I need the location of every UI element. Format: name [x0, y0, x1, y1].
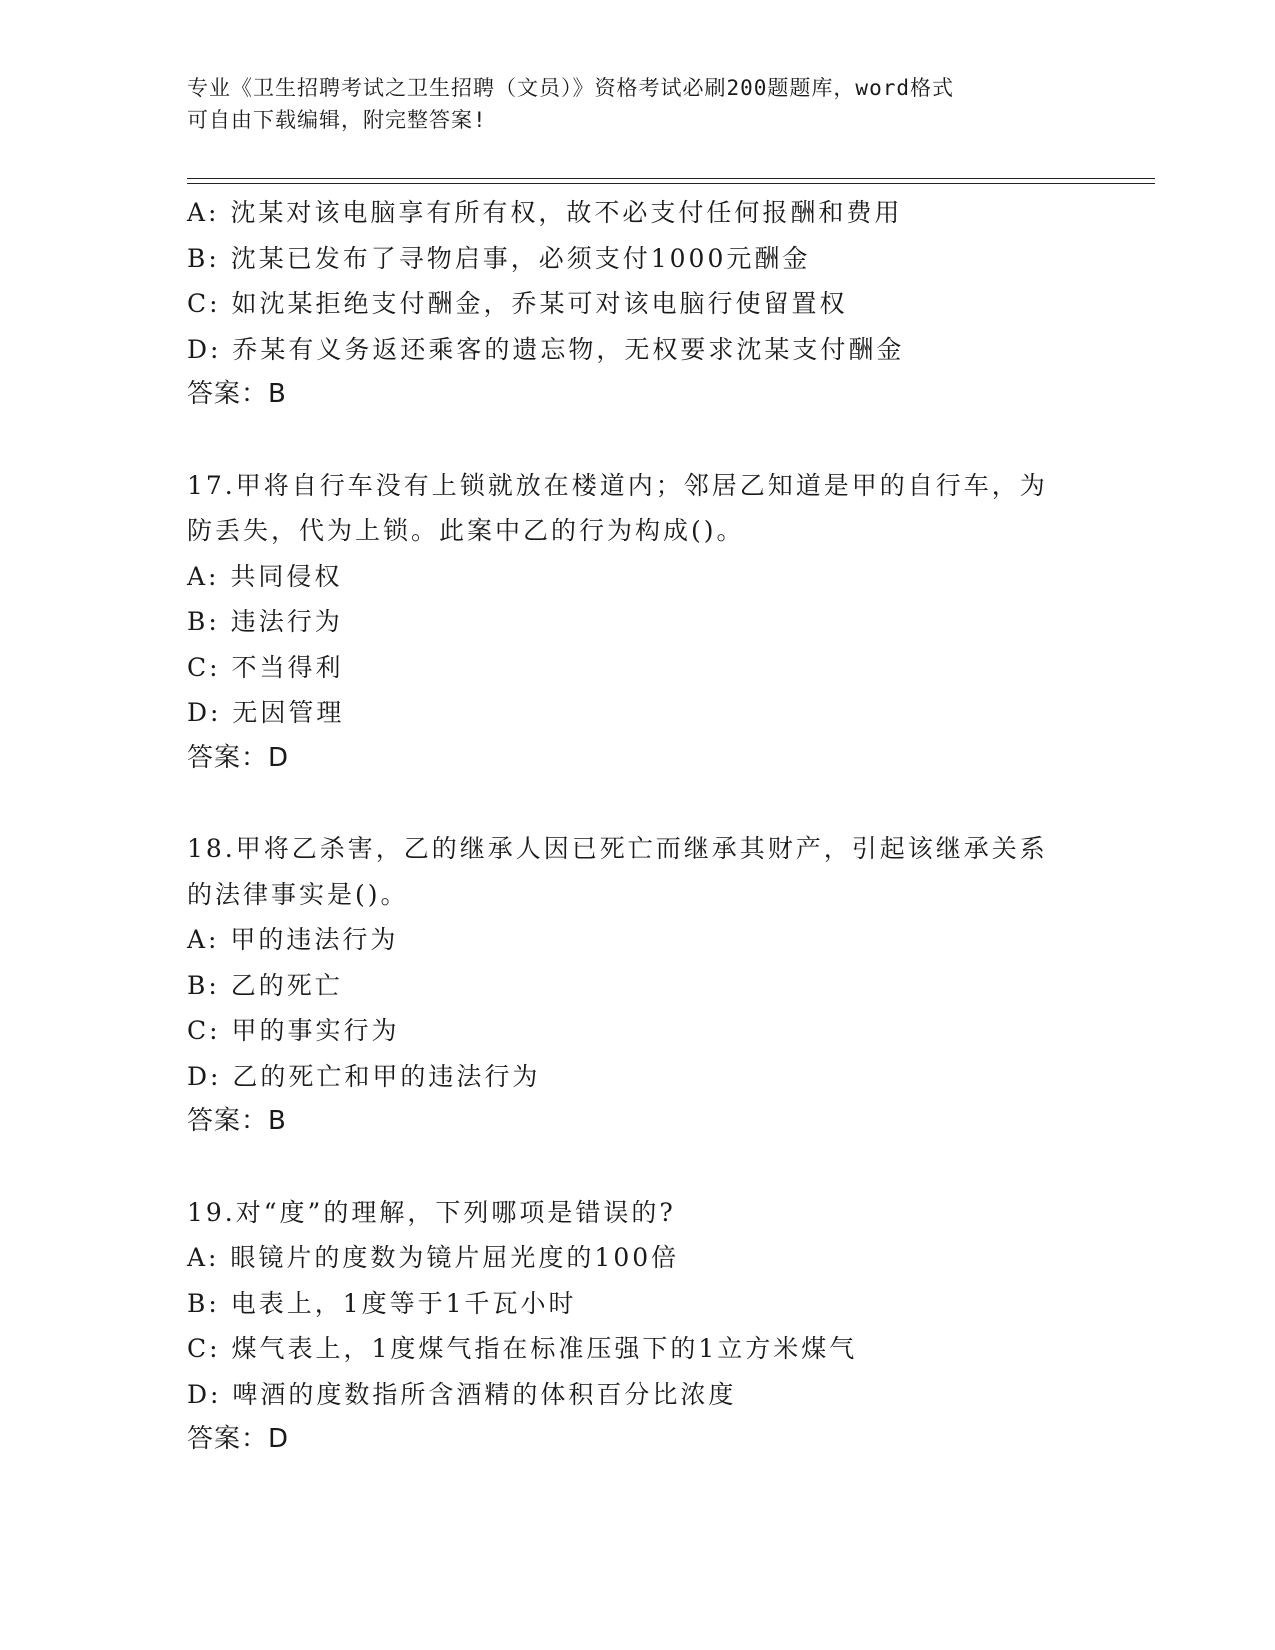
option-a: A: 沈某对该电脑享有所有权，故不必支付任何报酬和费用	[187, 198, 903, 227]
option-c: C: 甲的事实行为	[187, 1016, 400, 1045]
option-d: D: 啤酒的度数指所含酒精的体积百分比浓度	[187, 1379, 737, 1409]
question-stem-line: 17.甲将自行车没有上锁就放在楼道内；邻居乙知道是甲的自行车，为	[187, 470, 1048, 500]
option-d: D: 乙的死亡和甲的违法行为	[187, 1061, 541, 1091]
spacer	[187, 418, 1087, 463]
answer-line: 答案：D	[187, 742, 290, 773]
option-b: B: 沈某已发布了寻物启事，必须支付1000元酬金	[187, 243, 811, 273]
question-stem-line: 19.对“度”的理解，下列哪项是错误的?	[187, 1197, 676, 1227]
option-a: A: 眼镜片的度数为镜片屈光度的100倍	[187, 1243, 680, 1272]
header-line-2: 可自由下载编辑，附完整答案!	[187, 108, 487, 132]
spacer	[187, 1145, 1087, 1190]
document-header	[187, 72, 1087, 136]
question-block-18	[187, 826, 1087, 1145]
option-b: B: 乙的死亡	[187, 970, 343, 1000]
option-a: A: 共同侵权	[187, 561, 343, 591]
header-divider-top	[187, 178, 1155, 179]
option-b: B: 违法行为	[187, 607, 343, 636]
option-a: A: 甲的违法行为	[187, 925, 399, 954]
option-c: C: 煤气表上，1度煤气指在标准压强下的1立方米煤气	[187, 1334, 858, 1363]
option-d: D: 乔某有义务返还乘客的遗忘物，无权要求沈某支付酬金	[187, 334, 905, 364]
question-list	[187, 190, 1087, 1463]
question-stem-line: 的法律事实是()。	[187, 879, 409, 909]
question-block-16	[187, 190, 1087, 418]
option-c: C: 如沈某拒绝支付酬金，乔某可对该电脑行使留置权	[187, 289, 848, 318]
header-divider-bottom	[187, 183, 1155, 184]
option-d: D: 无因管理	[187, 698, 345, 727]
option-c: C: 不当得利	[187, 652, 344, 682]
option-b: B: 电表上，1度等于1千瓦小时	[187, 1288, 577, 1318]
answer-line: 答案：D	[187, 1424, 290, 1454]
answer-line: 答案：B	[187, 379, 287, 409]
spacer	[187, 781, 1087, 826]
header-line-1: 专业《卫生招聘考试之卫生招聘（文员）》资格考试必刷200题题库，word格式	[187, 76, 954, 100]
question-stem-line: 18.甲将乙杀害，乙的继承人因已死亡而继承其财产，引起该继承关系	[187, 834, 1048, 863]
question-block-17	[187, 463, 1087, 782]
question-stem-line: 防丢失，代为上锁。此案中乙的行为构成()。	[187, 516, 745, 545]
answer-line: 答案：B	[187, 1106, 287, 1136]
question-block-19	[187, 1190, 1087, 1463]
